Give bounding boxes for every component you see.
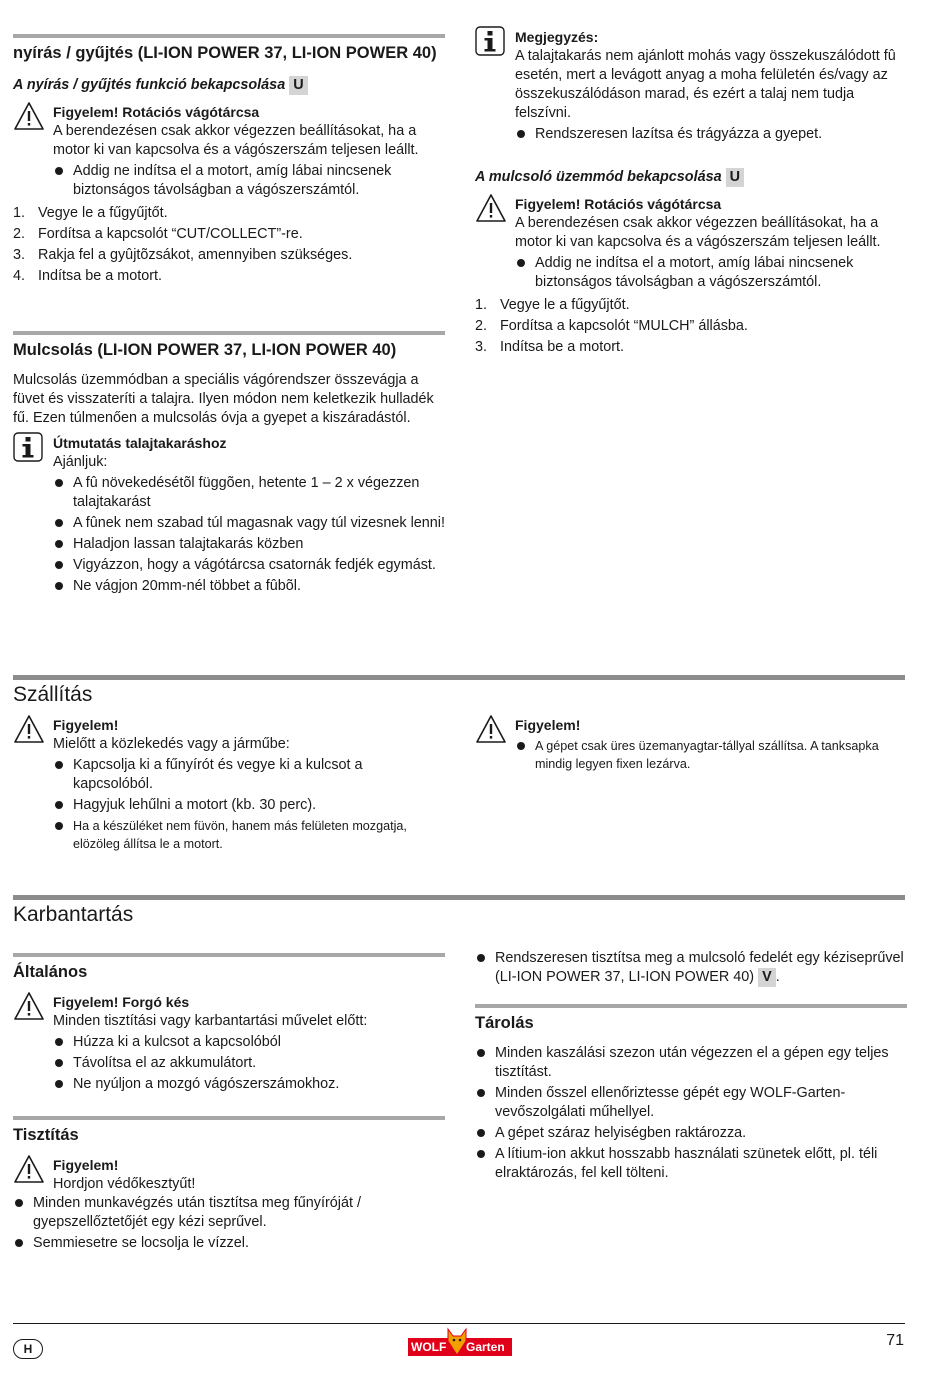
transport-left	[13, 716, 445, 855]
chapter-rule	[13, 895, 905, 900]
step-item: 1. Vegye le a fűgyűjtőt.	[475, 297, 630, 313]
step-item: 2. Fordítsa a kapcsolót “CUT/COLLECT”-re.	[13, 226, 303, 242]
step-item: 4. Indítsa be a motort.	[13, 268, 162, 284]
list-item: Haladjon lassan talajtakarás közben	[53, 535, 445, 554]
step-item: 3. Indítsa be a motort.	[475, 339, 624, 355]
figure-tag: V	[758, 968, 776, 987]
footer-rule	[13, 1323, 905, 1324]
warning-triangle-icon	[13, 991, 45, 1027]
warning-title: Figyelem! Rotációs vágótárcsa	[53, 104, 260, 120]
section-heading: Általános	[13, 963, 88, 981]
warning-block	[13, 993, 445, 1094]
mulching-intro: Mulcsolás üzemmódban a speciális vágórendszer összevágja a füvet és visszateríti a talajra. Ilyen módon nem keletkezik hulladék fű. Ezen túlmenően a mulcsolás óvja a gyepet a kiszáradástól.	[13, 372, 434, 426]
info-icon	[475, 26, 505, 62]
logo-text-left: WOLF	[411, 1340, 447, 1354]
warning-block	[475, 195, 907, 292]
info-block	[13, 434, 445, 596]
warning-lead: Mielőtt a közlekedés vagy a járműbe:	[53, 736, 290, 752]
warning-lead: Minden tisztítási vagy karbantartási művelet előtt:	[53, 1013, 368, 1029]
steps-list	[475, 296, 907, 357]
section-cut-collect	[13, 34, 445, 288]
section-heading: Mulcsolás (LI-ION POWER 37, LI-ION POWER 40)	[13, 341, 397, 359]
steps-list	[13, 204, 445, 286]
warning-text: A berendezésen csak akkor végezzen beállításokat, ha a motor ki van kapcsolva és a vágószerszám teljesen leállt.	[53, 123, 419, 158]
section-rule	[475, 1004, 907, 1008]
list-item: Ne vágjon 20mm-nél többet a fûbõl.	[53, 577, 445, 596]
page-number: 71	[886, 1332, 904, 1349]
warning-text: A berendezésen csak akkor végezzen beállításokat, ha a motor ki van kapcsolva és a vágószerszám teljesen leállt.	[515, 215, 881, 250]
figure-tag: U	[726, 168, 744, 187]
warning-title: Figyelem! Forgó kés	[53, 994, 190, 1010]
warning-triangle-icon	[475, 193, 507, 229]
section-rule	[13, 1116, 445, 1120]
sub-heading-text: A mulcsoló üzemmód bekapcsolása	[475, 169, 722, 185]
list-item: Hagyjuk lehűlni a motort (kb. 30 perc).	[53, 796, 445, 815]
wolf-garten-logo	[408, 1327, 512, 1359]
list-item: A gépet száraz helyiségben raktározza.	[475, 1124, 907, 1143]
warning-triangle-icon	[13, 714, 45, 750]
list-item: Addig ne indítsa el a motort, amíg lábai nincsenek biztonságos távolságban a vágószerszámtól.	[53, 162, 445, 200]
list-item: A gépet csak üres üzemanyagtar-tállyal szállítsa. A tanksapka mindig legyen fixen lezárva.	[515, 737, 907, 773]
list-item: Vigyázzon, hogy a vágótárcsa csatornák fedjék egymást.	[53, 556, 445, 575]
info-title: Útmutatás talajtakaráshoz	[53, 435, 227, 451]
list-item: Semmiesetre se locsolja le vízzel.	[13, 1234, 445, 1253]
warning-title: Figyelem!	[53, 717, 119, 733]
list-item: Minden kaszálási szezon után végezzen el a gépen egy teljes tisztítást.	[475, 1044, 907, 1082]
section-heading: Tárolás	[475, 1014, 534, 1032]
list-item: Húzza ki a kulcsot a kapcsolóból	[53, 1033, 445, 1052]
section-rule	[13, 34, 445, 38]
list-item: A lítium-ion akkut hosszabb használati szünetek előtt, pl. téli elraktározás, fel kell tölteni.	[475, 1145, 907, 1183]
warning-block	[13, 716, 445, 853]
note-title: Megjegyzés:	[515, 29, 599, 45]
list-item: Kapcsolja ki a fűnyírót és vegye ki a kulcsot a kapcsolóból.	[53, 756, 445, 794]
warning-block	[13, 1156, 445, 1194]
list-item: A fûnek nem szabad túl magasnak vagy túl vizesnek lenni!	[53, 514, 445, 533]
step-item: 1. Vegye le a fűgyűjtőt.	[13, 205, 168, 221]
info-icon	[13, 432, 43, 468]
warning-block	[13, 103, 445, 200]
warning-triangle-icon	[475, 714, 507, 750]
warning-triangle-icon	[13, 1154, 45, 1190]
fox-head-icon	[446, 1327, 468, 1357]
chapter-title-transport: Szállítás	[13, 683, 93, 706]
list-item: Távolítsa el az akkumulátort.	[53, 1054, 445, 1073]
warning-title: Figyelem! Rotációs vágótárcsa	[515, 196, 722, 212]
figure-tag: U	[289, 76, 307, 95]
section-rule	[13, 953, 445, 957]
warning-title: Figyelem!	[53, 1157, 119, 1173]
list-item: Minden ősszel ellenőriztesse gépét egy WOLF-Garten-vevőszolgálati műhellyel.	[475, 1084, 907, 1122]
list-item: Rendszeresen tisztítsa meg a mulcsoló fedelét egy kéziseprűvel (LI-ION POWER 37, LI-ION POWER 40) V .	[475, 949, 907, 987]
list-item: Rendszeresen lazítsa és trágyázza a gyepet.	[515, 125, 907, 144]
section-mulch-right	[475, 28, 907, 359]
maintenance-right	[475, 949, 907, 1185]
note-text: A talajtakarás nem ajánlott mohás vagy összekuszálódott fû esetén, mert a levágott anyag a moha felületén és/vagy az összekuszálódáson marad, és ezért a talaj nem tudja felszívni.	[515, 48, 896, 121]
transport-right	[475, 716, 907, 775]
note-block	[475, 28, 907, 144]
list-item: Minden munkavégzés után tisztítsa meg fűnyíróját / gyepszellőztetőjét egy kézi seprűvel.	[13, 1194, 445, 1232]
country-badge: H	[13, 1339, 43, 1359]
section-storage	[475, 1004, 907, 1183]
info-lead: Ajánljuk:	[53, 454, 108, 470]
list-item: A fû növekedésétõl függõen, hetente 1 – 2 x végezzen talajtakarást	[53, 474, 445, 512]
list-item: Addig ne indítsa el a motort, amíg lábai nincsenek biztonságos távolságban a vágószerszámtól.	[515, 254, 907, 292]
step-item: 2. Fordítsa a kapcsolót “MULCH” állásba.	[475, 318, 748, 334]
warning-triangle-icon	[13, 101, 45, 137]
section-heading: nyírás / gyűjtés (LI-ION POWER 37, LI-ION POWER 40)	[13, 44, 437, 62]
sub-heading	[475, 168, 907, 187]
logo-text-right: Garten	[466, 1340, 505, 1354]
chapter-rule	[13, 675, 905, 680]
list-item: Ne nyúljon a mozgó vágószerszámokhoz.	[53, 1075, 445, 1094]
warning-block	[475, 716, 907, 773]
section-heading: Tisztítás	[13, 1126, 79, 1144]
chapter-title-maintenance: Karbantartás	[13, 903, 134, 926]
step-item: 3. Rakja fel a gyûjtõzsákot, amennyiben szükséges.	[13, 247, 353, 263]
sub-heading-text: A nyírás / gyűjtés funkció bekapcsolása	[13, 77, 286, 93]
sub-heading	[13, 76, 445, 95]
section-mulching	[13, 331, 445, 598]
section-cleaning	[13, 1116, 445, 1255]
warning-title: Figyelem!	[515, 717, 581, 733]
section-rule	[13, 331, 445, 335]
list-item: Ha a készüléket nem füvön, hanem más felületen mozgatja, elözöleg állítsa le a motort.	[53, 817, 445, 853]
warning-lead: Hordjon védőkesztyűt!	[53, 1176, 196, 1192]
section-general	[13, 953, 445, 1096]
